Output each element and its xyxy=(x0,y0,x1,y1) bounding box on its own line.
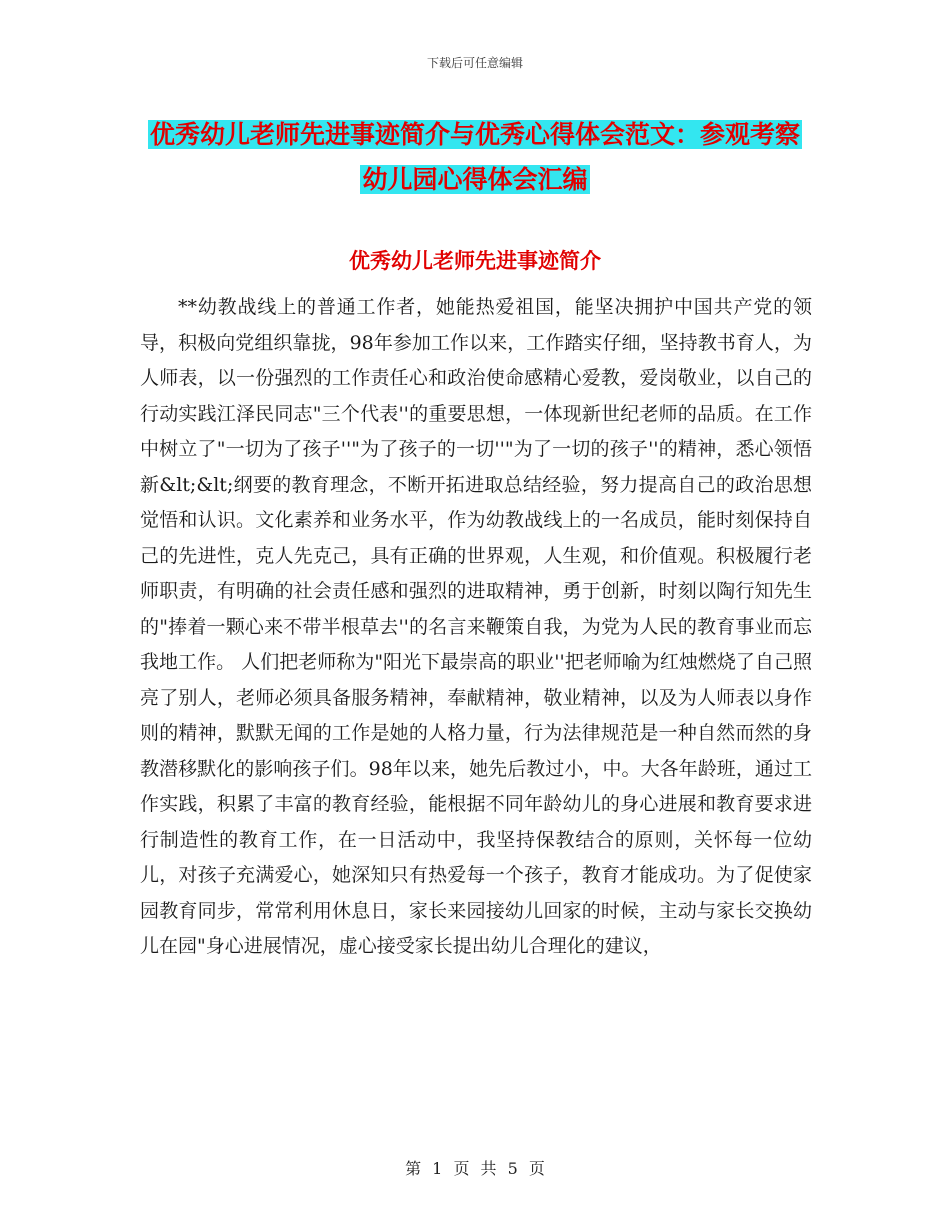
document-title xyxy=(140,112,810,202)
section-title: 优秀幼儿老师先进事迹简介 xyxy=(349,249,601,273)
document-title-text: 优秀幼儿老师先进事迹简介与优秀心得体会范文：参观考察幼儿园心得体会汇编 xyxy=(149,120,800,194)
page-number-footer: 第 1 页 共 5 页 xyxy=(405,1159,545,1178)
body-paragraph: **幼教战线上的普通工作者，她能热爱祖国，能坚决拥护中国共产党的领导，积极向党组织靠拢，98年参加工作以来，工作踏实仔细，坚持教书育人，为人师表，以一份强烈的工作责任心和政治使命感精心爱教，爱岗敬业，以自己的行动实践江泽民同志"三个代表''的重要思想，一体现新世纪老师的品质。在工作中树立了"一切为了孩子''"为了孩子的一切''"为了一切的孩子''的精神，悉心领悟新&lt;&lt;纲要的教育理念，不断开拓进取总结经验，努力提高自己的政治思想觉悟和认识。文化素养和业务水平，作为幼教战线上的一名成员，能时刻保持自己的先进性，克人先克己，具有正确的世界观，人生观，和价值观。积极履行老师职责，有明确的社会责任感和强烈的进取精神，勇于创新，时刻以陶行知先生的"捧着一颗心来不带半根草去''的名言来鞭策自我，为党为人民的教育事业而忘我地工作。 人们把老师称为"阳光下最崇高的职业''把老师喻为红烛燃烧了自己照亮了别人，老师必须具备服务精神，奉献精神，敬业精神，以及为人师表以身作则的精神，默默无闻的工作是她的人格力量，行为法律规范是一种自然而然的身教潜移默化的影响孩子们。98年以来，她先后教过小，中。大各年龄班，通过工作实践，积累了丰富的教育经验，能根据不同年龄幼儿的身心进展和教育要求进行制造性的教育工作，在一日活动中，我坚持保教结合的原则，关怀每一位幼儿，对孩子充满爱心，她深知只有热爱每一个孩子，教育才能成功。为了促使家园教育同步，常常利用休息日，家长来园接幼儿回家的时候，主动与家长交换幼儿在园"身心进展情况，虚心接受家长提出幼儿合理化的建议， xyxy=(140,296,812,957)
header-note: 下载后可任意编辑 xyxy=(426,56,523,70)
